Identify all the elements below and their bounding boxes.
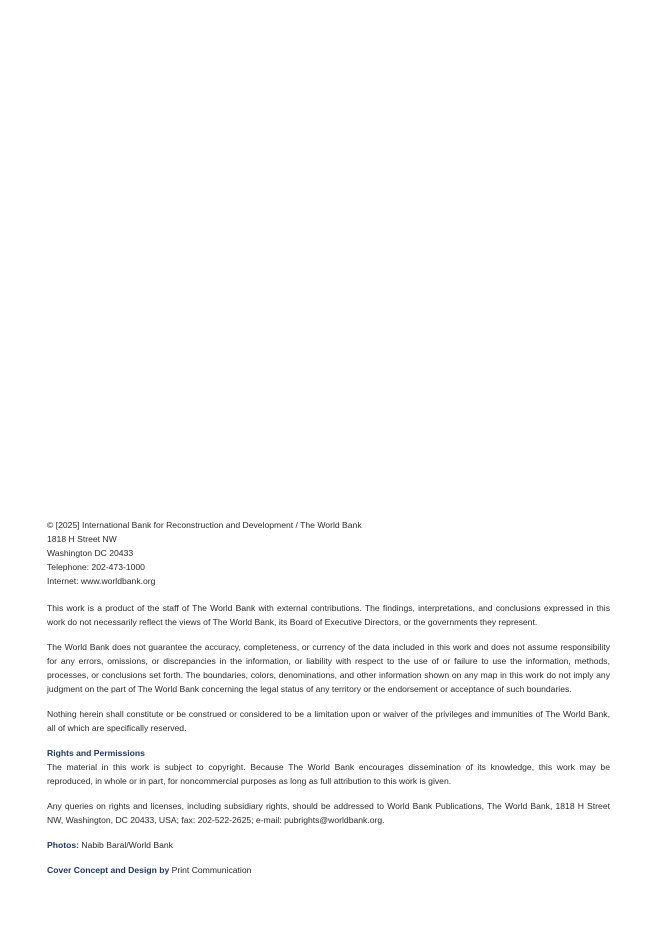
design-label: Cover Concept and Design by: [47, 865, 170, 875]
rights-paragraph-queries: Any queries on rights and licenses, including subsidiary rights, should be addressed to World Bank Publications, The World Bank, 1818 H Street NW, Washington, DC 20433, USA; fax: 202-522-2625; e-mail: pubrights@worldbank.org.: [47, 801, 610, 825]
street-line: 1818 H Street NW: [47, 534, 117, 544]
rights-permissions-heading: Rights and Permissions: [47, 748, 145, 758]
copyright-page-content: [47, 518, 610, 877]
internet-line: Internet: www.worldbank.org: [47, 576, 156, 586]
photos-value: Nabib Baral/World Bank: [78, 840, 173, 850]
photos-credit: [47, 838, 610, 852]
copyright-line: © [2025] International Bank for Reconstruction and Development / The World Bank: [47, 520, 362, 530]
city-line: Washington DC 20433: [47, 548, 134, 558]
design-credit: [47, 863, 610, 877]
disclaimer-paragraph-accuracy: The World Bank does not guarantee the accuracy, completeness, or currency of the data included in this work and does not assume responsibility for any errors, omissions, or discrepancies in the information, or liability with respect to the use of or failure to use the information, methods, processes, or conclusions set forth. The boundaries, colors, denominations, and other information shown on any map in this work do not imply any judgment on the part of The World Bank concerning the legal status of any territory or the endorsement or acceptance of such boundaries.: [47, 642, 610, 694]
rights-paragraph-copyright: The material in this work is subject to copyright. Because The World Bank encourages dissemination of its knowledge, this work may be reproduced, in whole or in part, for noncommercial purposes as long as full attribution to this work is given.: [47, 762, 610, 786]
telephone-line: Telephone: 202-473-1000: [47, 562, 145, 572]
disclaimer-paragraph-staff: This work is a product of the staff of The World Bank with external contributions. The findings, interpretations, and conclusions expressed in this work do not necessarily reflect the views of The World Bank, its Board of Executive Directors, or the governments they represent.: [47, 603, 610, 627]
publisher-address-block: [47, 518, 610, 588]
disclaimer-paragraph-immunities: Nothing herein shall constitute or be construed or considered to be a limitation upon or waiver of the privileges and immunities of The World Bank, all of which are specifically reserved.: [47, 709, 610, 733]
design-value: Print Communication: [169, 865, 252, 875]
photos-label: Photos:: [47, 840, 79, 850]
